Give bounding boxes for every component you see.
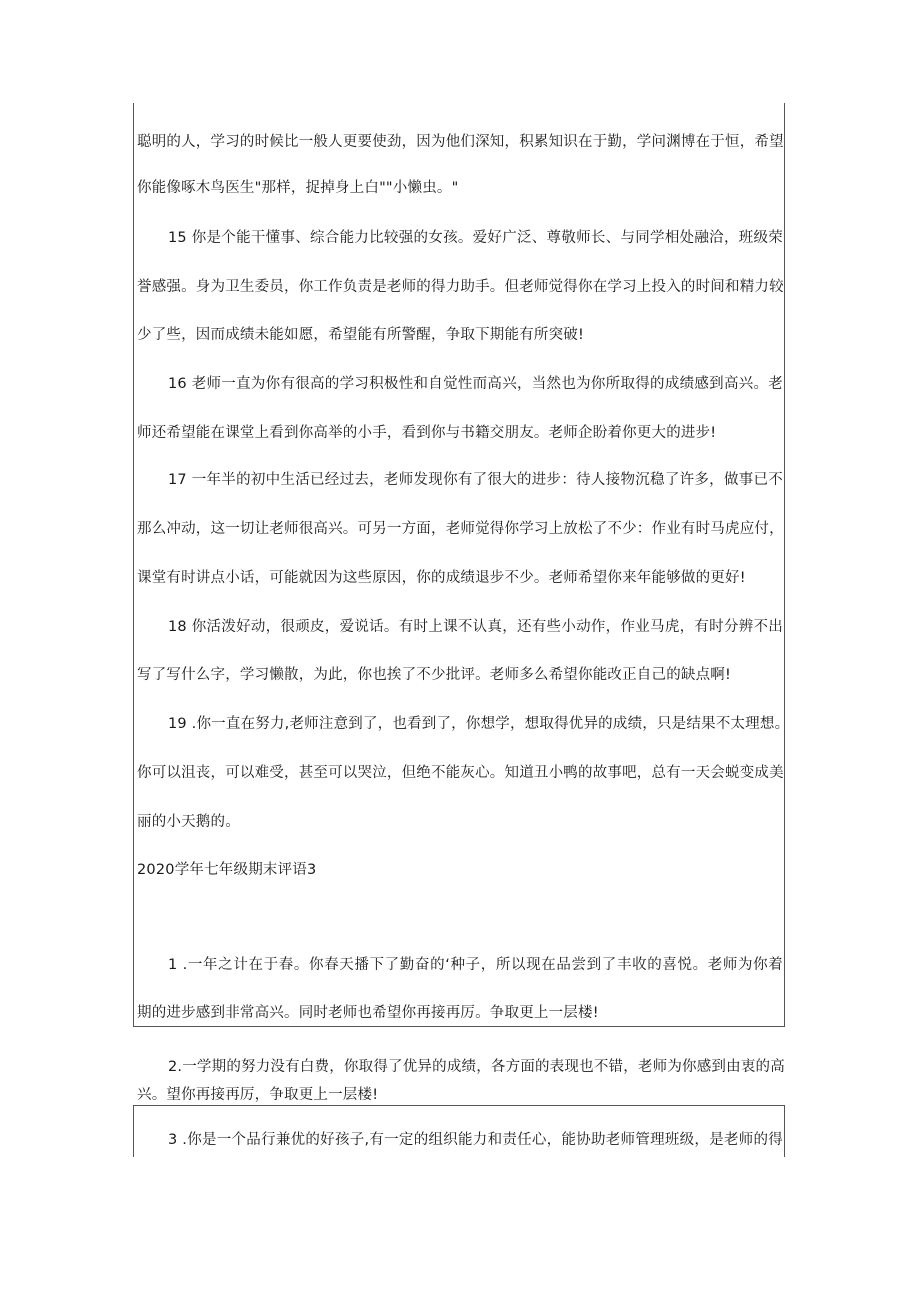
text-line: 你能像啄木鸟医生"那样，捉掉身上白""小懒虫。" [137, 180, 459, 196]
text-line: 少了些，因而成绩未能如愿，希望能有所警醒，争取下期能有所突破! [137, 327, 585, 343]
comment-15-line: 15 你是个能干懂事、综合能力比较强的女孩。爱好广泛、尊敬师长、与同学相处融洽，班级荣 [168, 230, 783, 246]
text-line: 那么冲动，这一切让老师很高兴。可另一方面，老师觉得你学习上放松了不少：作业有时马虎应付， [137, 521, 784, 537]
text-line: 期的进步感到非常高兴。同时老师也希望你再接再厉。争取更上一层楼! [137, 1005, 599, 1021]
comment-2-line: 2.一学期的努力没有白费，你取得了优异的成绩，各方面的表现也不错，老师为你感到由衷的高 [168, 1059, 785, 1075]
comment-1-line: 1 .一年之计在于春。你春天播下了勤奋的‘种子，所以现在品尝到了丰收的喜悦。老师为你着 [168, 957, 783, 973]
text-line: 课堂有时讲点小话，可能就因为这些原因，你的成绩退步不少。老师希望你来年能够做的更好! [137, 570, 746, 586]
comment-3-line: 3 .你是一个品行兼优的好孩子,有一定的组织能力和责任心，能协助老师管理班级，是老师的得 [168, 1132, 783, 1148]
comment-19-line: 19 .你一直在努力,老师注意到了，也看到了，你想学，想取得优异的成绩，只是结果不太理想。 [168, 716, 790, 732]
text-line: 师还希望能在课堂上看到你高举的小手，看到你与书籍交朋友。老师企盼着你更大的进步! [137, 425, 717, 441]
text-line: 写了写什么字，学习懒散，为此，你也挨了不少批评。老师多么希望你能改正自己的缺点啊! [137, 667, 732, 683]
text-line: 聪明的人，学习的时候比一般人更要使劲，因为他们深知，积累知识在于勤，学问渊博在于恒，希望 [137, 134, 784, 150]
comment-18-line: 18 你活泼好动，很顽皮，爱说话。有时上课不认真，还有些小动作，作业马虎，有时分辨不出 [168, 619, 783, 635]
text-line: 誉感强。身为卫生委员，你工作负责是老师的得力助手。但老师觉得你在学习上投入的时间和精力较 [137, 279, 784, 295]
comment-17-line: 17 一年半的初中生活已经过去，老师发现你有了很大的进步：待人接物沉稳了许多，做事已不 [168, 472, 783, 488]
section-heading: 2020学年七年级期末评语3 [137, 862, 317, 878]
text-line: 你可以沮丧，可以难受，甚至可以哭泣，但绝不能灰心。知道丑小鸭的故事吧，总有一天会蜕变成美 [137, 765, 784, 781]
text-line: 丽的小天鹅的。 [137, 814, 240, 830]
text-line: 兴。望你再接再厉，争取更上一层楼! [137, 1087, 379, 1103]
comment-16-line: 16 老师一直为你有很高的学习积极性和自觉性而高兴，当然也为你所取得的成绩感到高兴。老 [168, 376, 783, 392]
